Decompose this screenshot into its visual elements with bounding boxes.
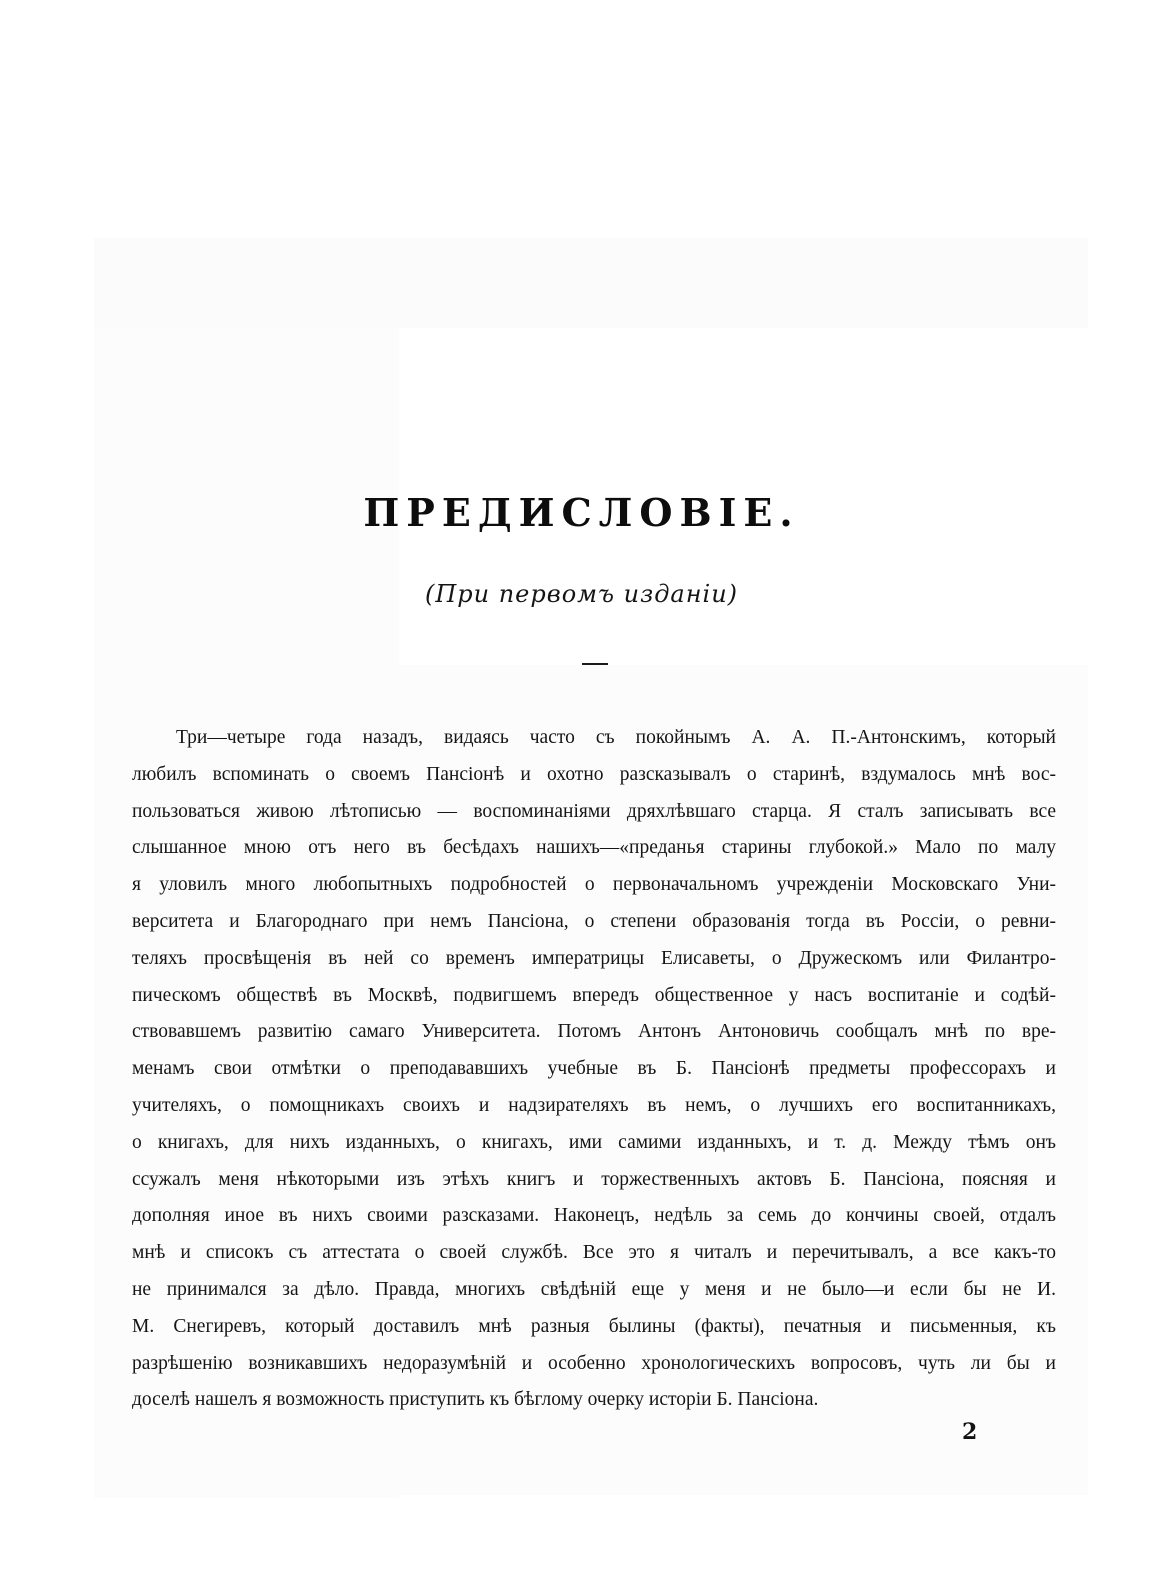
page-number: 2 (962, 1419, 978, 1445)
text-line: я уловилъ много любопытныхъ подробностей о первоначальномъ учрежденіи Московскаго Уни- (132, 874, 1056, 896)
text-line: слышанное мною отъ него въ бесѣдахъ нашихъ—«преданья старины глубокой.» Мало по малу (132, 837, 1056, 859)
text-line: ствовавшемъ развитію самаго Университета. Потомъ Антонъ Антоновичь сообщалъ мнѣ по вре- (132, 1021, 1056, 1043)
text-line: верситета и Благороднаго при немъ Пансіона, о степени образованія тогда въ Россіи, о ревни- (132, 910, 1056, 932)
text-line: Три—четыре года назадъ, видаясь часто съ покойнымъ А. А. П.-Антонскимъ, который (176, 727, 1056, 748)
text-line: пическомъ обществѣ въ Москвѣ, подвигшемъ впередъ общественное у насъ воспитаніе и содѣй- (132, 984, 1056, 1006)
text-line: не принимался за дѣло. Правда, многихъ свѣдѣній еще у меня и не было—и если бы не И. (132, 1278, 1056, 1300)
text-line: доселѣ нашелъ я возможность приступить къ бѣглому очерку исторіи Б. Пансіона. (132, 1389, 819, 1411)
text-line: М. Снегиревъ, который доставилъ мнѣ разныя былины (факты), печатныя и письменныя, къ (132, 1315, 1056, 1337)
text-line: мнѣ и списокъ съ аттестата о своей службѣ. Все это я читалъ и перечитывалъ, а все какъ-то (132, 1242, 1056, 1264)
scan-shade (94, 238, 1088, 328)
text-line: теляхъ просвѣщенія въ ней со временъ императрицы Елисаветы, о Дружескомъ или Филантро- (132, 947, 1056, 969)
page-title: ПРЕДИСЛОВІЕ. (363, 490, 800, 535)
text-line: дополняя иное въ нихъ своими разсказами. Наконецъ, недѣль за семь до кончины своей, отдалъ (132, 1205, 1056, 1227)
text-line: учителяхъ, о помощникахъ своихъ и надзирателяхъ въ немъ, о лучшихъ его воспитанникахъ, (132, 1094, 1056, 1116)
text-line: ссужалъ меня нѣкоторыми изъ этѣхъ книгъ и торжественныхъ актовъ Б. Пансіона, поясняя и (132, 1168, 1056, 1190)
text-line: о книгахъ, для нихъ изданныхъ, о книгахъ, ими самими изданныхъ, и т. д. Между тѣмъ онъ (132, 1131, 1056, 1153)
text-line: любилъ вспоминать о своемъ Пансіонѣ и охотно разсказывалъ о старинѣ, вздумалось мнѣ вос- (132, 763, 1056, 785)
preface-paragraph (132, 720, 1056, 1419)
title-divider (582, 663, 608, 665)
page-subtitle: (При первомъ изданіи) (424, 580, 739, 608)
text-line: пользоваться живою лѣтописью — воспоминаніями дряхлѣвшаго старца. Я сталъ записывать все (132, 800, 1056, 822)
text-line: разрѣшенію возникавшихъ недоразумѣній и особенно хронологическихъ вопросовъ, чуть ли бы и (132, 1352, 1056, 1374)
text-line: менамъ свои отмѣтки о преподававшихъ учебные въ Б. Пансіонѣ предметы профессорахъ и (132, 1058, 1056, 1080)
